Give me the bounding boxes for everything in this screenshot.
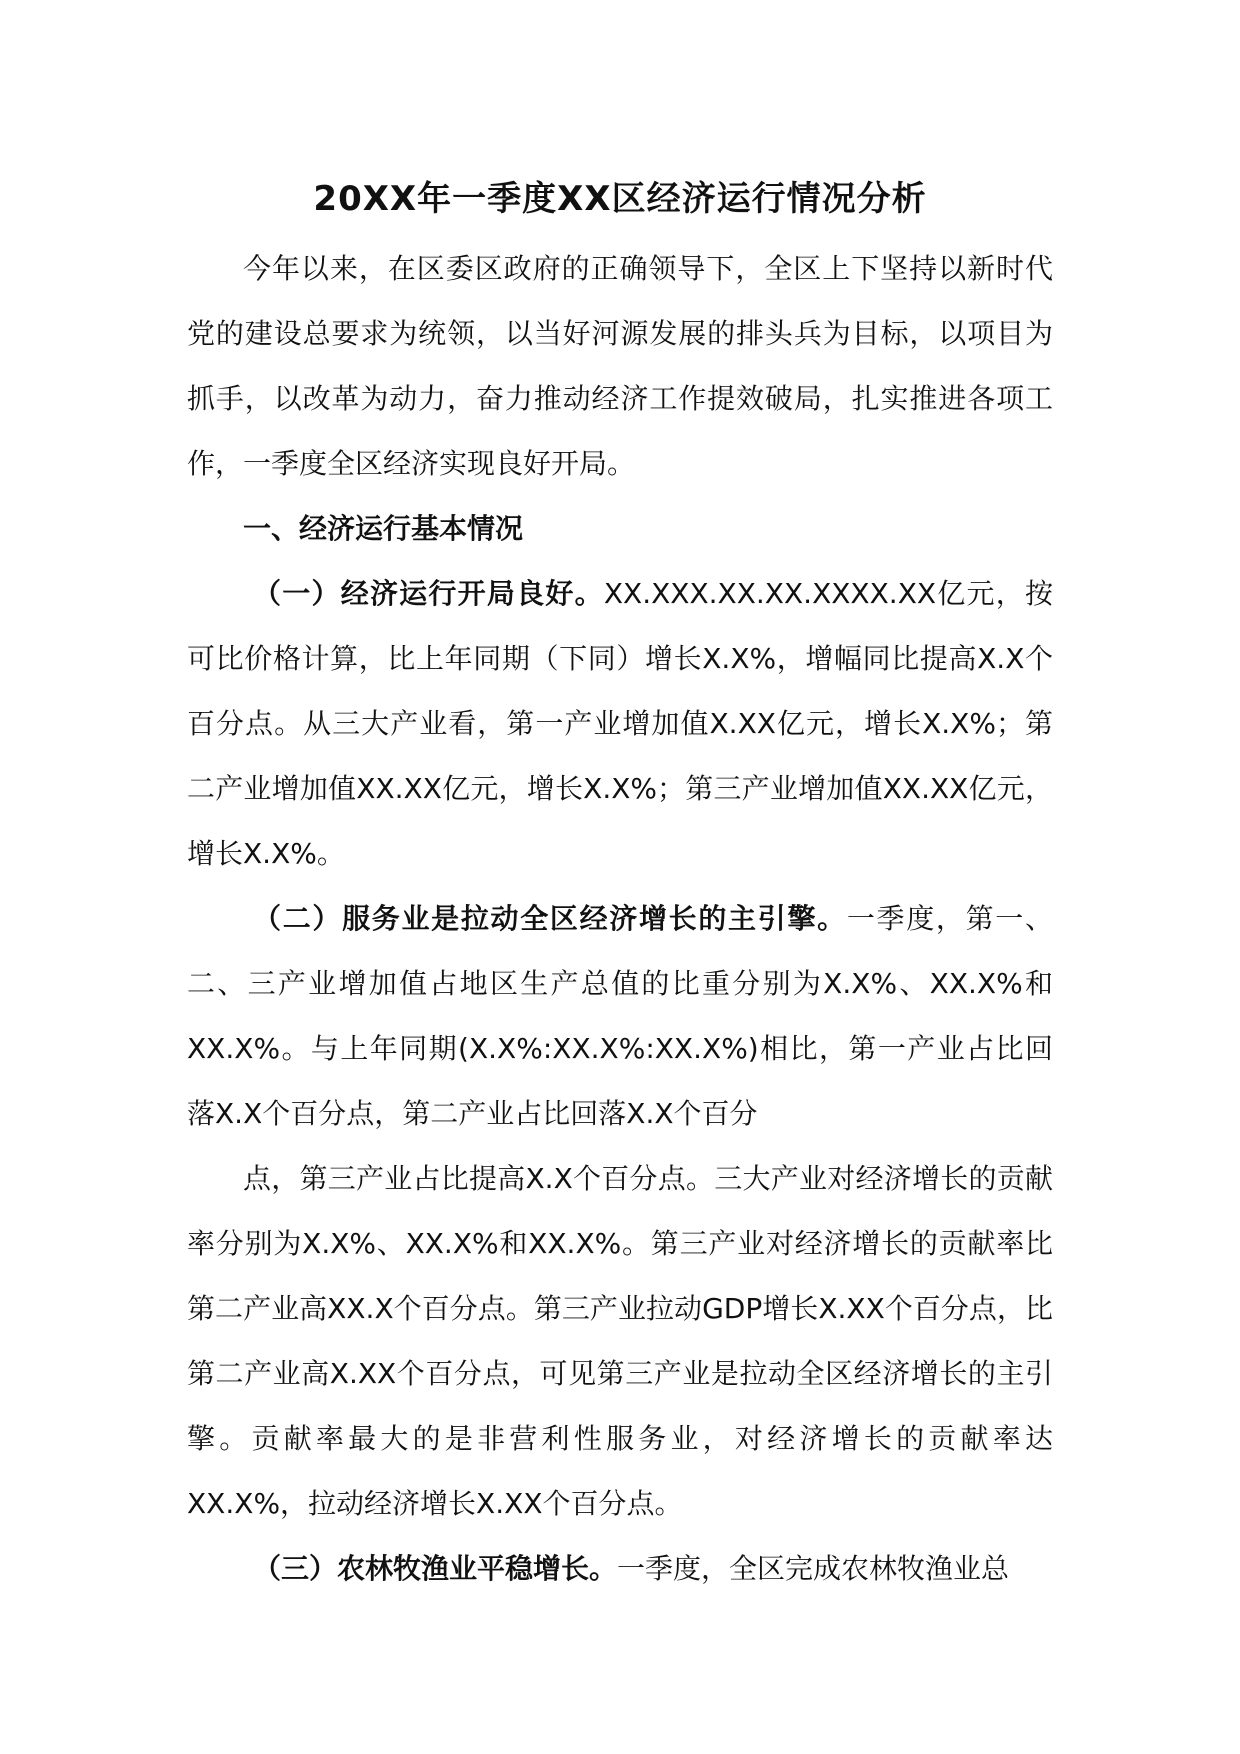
intro-paragraph: 今年以来，在区委区政府的正确领导下，全区上下坚持以新时代党的建设总要求为统领，以当好河源发展的排头兵为目标，以项目为抓手，以改革为动力，奋力推动经济工作提效破局，扎实推进各项工作，一季度全区经济实现良好开局。 (187, 252, 1053, 480)
item-2-lead: （二）服务业是拉动全区经济增长的主引擎。 (253, 902, 847, 935)
section-heading-basic-situation: 一、经济运行基本情况 (243, 512, 524, 545)
document-body (187, 172, 1053, 1601)
item-2-continuation-paragraph: 点，第三产业占比提高X.X个百分点。三大产业对经济增长的贡献率分别为X.X%、XX.X%和XX.X%。第三产业对经济增长的贡献率比第二产业高XX.X个百分点。第三产业拉动GDP增长X.XX个百分点，比第二产业高X.XX个百分点，可见第三产业是拉动全区经济增长的主引擎。贡献率最大的是非营利性服务业，对经济增长的贡献率达XX.X%，拉动经济增长X.XX个百分点。 (187, 1162, 1053, 1520)
item-1-body: XX.XXX.XX.XX.XXXX.XX亿元，按可比价格计算，比上年同期（下同）增长X.X%，增幅同比提高X.X个百分点。从三大产业看，第一产业增加值X.XX亿元，增长X.X%；第二产业增加值XX.XX亿元，增长X.X%；第三产业增加值XX.XX亿元，增长X.X%。 (187, 577, 1053, 870)
item-3-body: 一季度，全区完成农林牧渔业总 (617, 1552, 1010, 1585)
item-3-paragraph (187, 1536, 1053, 1601)
item-2-paragraph (187, 886, 1053, 1146)
document-title: 20XX年一季度XX区经济运行情况分析 (313, 179, 927, 219)
item-1-paragraph (187, 561, 1053, 886)
item-1-lead: （一）经济运行开局良好。 (253, 577, 604, 610)
item-3-lead: （三）农林牧渔业平稳增长。 (253, 1552, 618, 1585)
item-2-body: 一季度，第一、二、三产业增加值占地区生产总值的比重分别为X.X%、XX.X%和XX.X%。与上年同期(X.X%:XX.X%:XX.X%)相比，第一产业占比回落X.X个百分点，第二产业占比回落X.X个百分 (187, 902, 1053, 1130)
